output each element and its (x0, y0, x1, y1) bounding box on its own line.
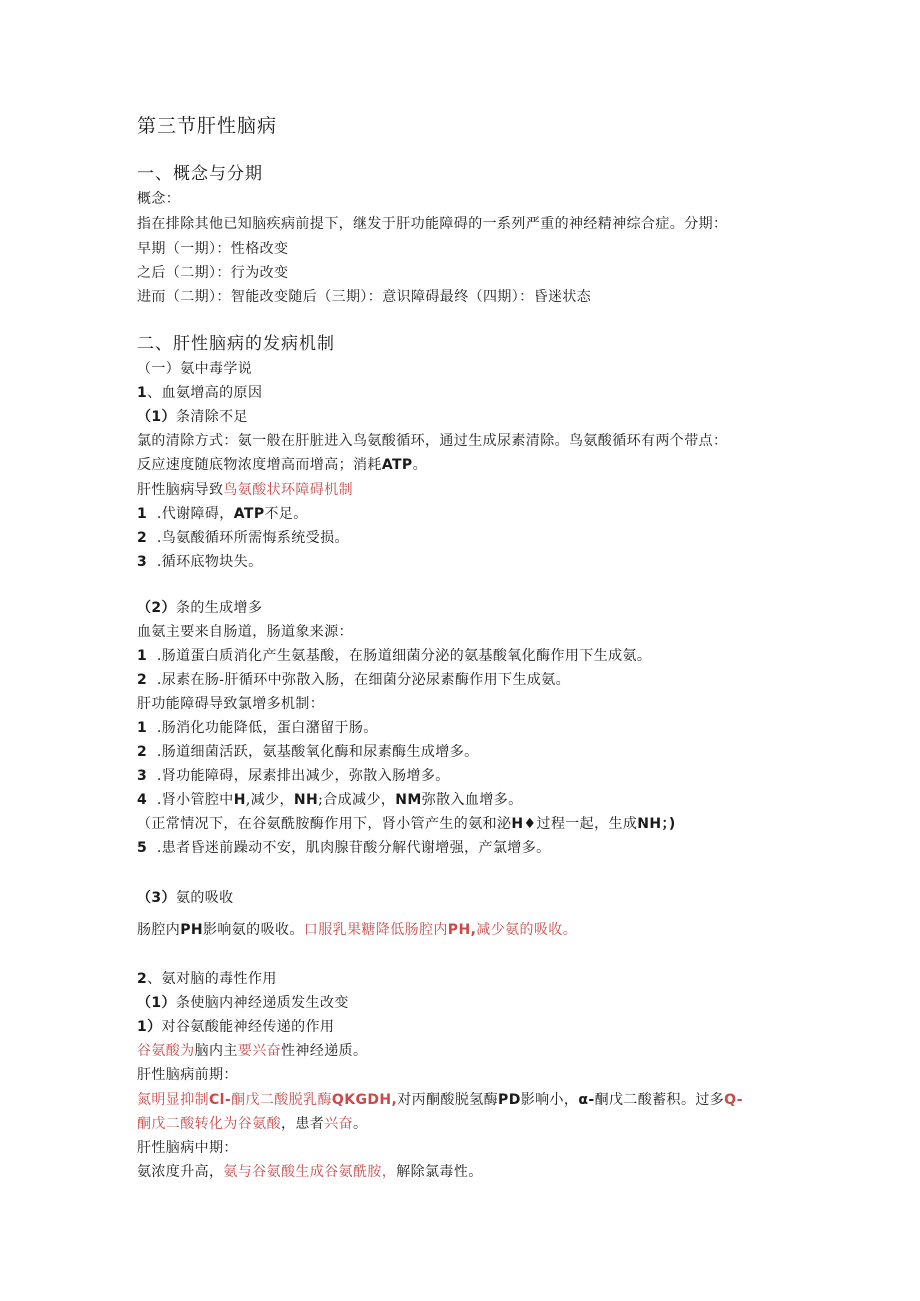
increase-intro: 肝功能障碍导致氯增多机制： (137, 696, 325, 712)
clearance-line-2: 反应速度随底物浓度增高而增高；消耗ATP。 (137, 457, 427, 473)
glutamate-line: 谷氨酸为脑内主要兴奋性神经递质。 (137, 1043, 368, 1059)
item-2-heading: （2）条的生成增多 (137, 600, 263, 616)
item-1-heading: （1）条清除不足 (137, 409, 248, 425)
early-stage-line-2: 酮戊二酸转化为谷氨酸，患者兴奋。 (137, 1116, 368, 1132)
sub-item-1-heading: （1）条使脑内神经递质发生改变 (137, 995, 349, 1011)
absorption-line: 肠腔内PH影响氨的吸收。口服乳果糖降低肠腔内PH,减少氨的吸收。 (137, 922, 578, 938)
item-3-heading: （3）氨的吸收 (137, 890, 234, 906)
concept-label: 概念： (137, 191, 181, 207)
page-title: 第三节肝性脑病 (137, 115, 278, 137)
concept-text: 指在排除其他已知脑疾病前提下，继发于肝功能障碍的一系列严重的神经精神综合症。分期： (137, 216, 728, 232)
increase-item-5: 5 .患者昏迷前躁动不安，肌肉腺苷酸分解代谢增强，产氯增多。 (137, 840, 551, 856)
subsection-1: （一）氨中毒学说 (137, 361, 253, 377)
mechanism-item-2: 2 .鸟氨酸循环所需悔系统受损。 (137, 530, 349, 546)
mid-stage-label: 肝性脑病中期： (137, 1140, 238, 1156)
stage-1-line: 早期（一期）：性格改变 (137, 241, 289, 257)
point-2-heading: 2、氨对脑的毒性作用 (137, 971, 277, 987)
mid-stage-line: 氨浓度升高，氨与谷氨酸生成谷氨酰胺，解除氯毒性。 (137, 1164, 483, 1180)
early-stage-label: 肝性脑病前期： (137, 1067, 238, 1083)
section-2-heading: 二、肝性脑病的发病机制 (137, 334, 335, 354)
early-stage-line-1: 氮明显抑制Cl-酮戊二酸脱乳酶QKGDH,对丙酮酸脱氢酶PD影响小，α-酮戊二酸蓄积。过多Q- (137, 1092, 743, 1108)
note-line: （正常情况下，在谷氨酰胺酶作用下，肾小管产生的氨和泌H♦过程一起，生成NH；) (137, 816, 676, 832)
sub-sub-item-1-heading: 1）对谷氨酸能神经传递的作用 (137, 1019, 335, 1035)
source-intro: 血氨主要来自肠道，肠道象来源： (137, 624, 353, 640)
source-item-1: 1 .肠道蛋白质消化产生氨基酸，在肠道细菌分泌的氨基酸氧化酶作用下生成氨。 (137, 648, 652, 664)
section-1-heading: 一、概念与分期 (137, 164, 263, 184)
mechanism-line: 肝性脑病导致鸟氨酸状环障碍机制 (137, 482, 354, 498)
stage-2-line: 之后（二期）：行为改变 (137, 265, 289, 281)
increase-item-1: 1 .肠消化功能降低，蛋白潴留于肠。 (137, 720, 378, 736)
increase-item-4: 4 .肾小管腔中H,减少，NH;合成减少，NM弥散入血增多。 (137, 792, 523, 808)
clearance-line-1: 氯的清除方式：氨一般在肝脏进入鸟氨酸循环，通过生成尿素清除。鸟氨酸循环有两个带点： (137, 433, 728, 449)
mechanism-item-1: 1 .代谢障碍，ATP不足。 (137, 506, 308, 522)
mechanism-item-3: 3 .循环底物块失。 (137, 554, 263, 570)
increase-item-2: 2 .肠道细菌活跃，氨基酸氧化酶和尿素酶生成增多。 (137, 744, 479, 760)
stage-3-line: 进而（二期）：智能改变随后（三期）：意识障碍最终（四期）：昏迷状态 (137, 289, 592, 305)
increase-item-3: 3 .肾功能障碍，尿素排出减少，弥散入肠增多。 (137, 768, 450, 784)
point-1-heading: 1、血氨增高的原因 (137, 385, 263, 401)
source-item-2: 2 .尿素在肠-肝循环中弥散入肠，在细菌分泌尿素酶作用下生成氨。 (137, 672, 571, 688)
